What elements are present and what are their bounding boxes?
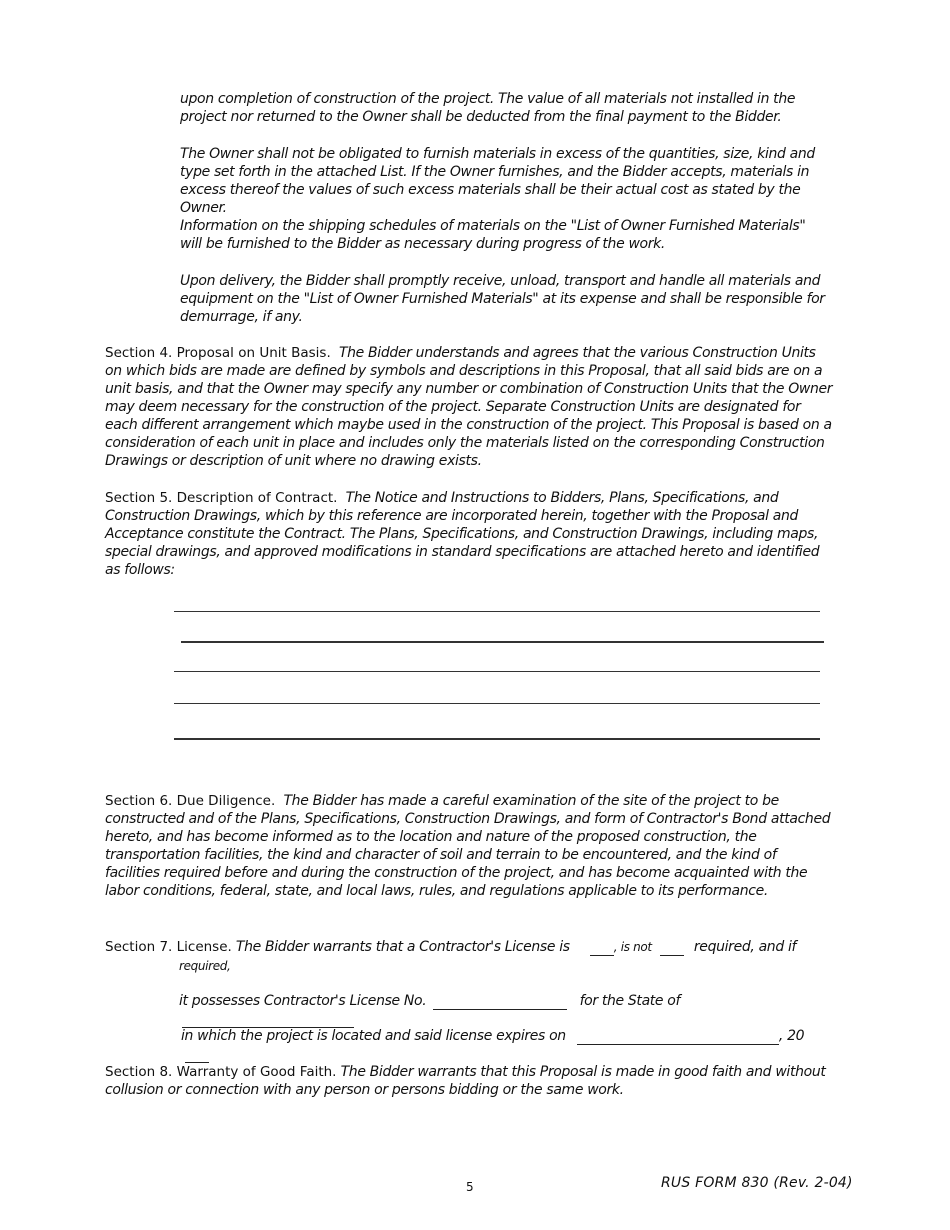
contract-docs-line-1[interactable] (174, 611, 820, 612)
section-8-text: The Bidder warrants that this Proposal is made in good faith and without collusion or connection with any person or persons bidding or the same work. (105, 1064, 826, 1098)
expiry-date-field[interactable] (577, 1030, 779, 1045)
page-number: 5 (466, 1180, 474, 1194)
section-4-heading: Section 4. Proposal on Unit Basis. (105, 345, 331, 361)
paragraph-materials-deduction: upon completion of construction of the project. The value of all materials not installed in the project nor returned to the Owner shall be deducted from the final payment to the Bidder. (180, 91, 796, 125)
section-7-required-word: required, (179, 959, 231, 973)
section-6-text: The Bidder has made a careful examination of the site of the project to be constructed and of the Plans, Specifications, Construction Drawings, and form of Contractor's Bond attached hereto, and has become informed as to the location and nature of the proposed construction, the transportation facilities, the kind and character of soil and terrain to be encountered, and the kind of facilities required before and during the construction of the project, and has become acquainted with the labor conditions, federal, state, and local laws, rules, and regulations applicable to its performance. (105, 793, 831, 899)
state-label: for the State of (579, 993, 681, 1009)
license-number-label: it possesses Contractor's License No. (179, 993, 427, 1009)
license-is-not-blank[interactable] (660, 941, 684, 956)
contract-docs-line-2[interactable] (181, 641, 824, 643)
section-8-heading: Section 8. Warranty of Good Faith. (105, 1064, 337, 1080)
section-7-text-b: required, and if (693, 939, 797, 955)
expiry-label: in which the project is located and said license expires on (181, 1028, 566, 1044)
form-identifier: RUS FORM 830 (Rev. 2-04) (661, 1175, 853, 1191)
paragraph-shipping-schedules: Information on the shipping schedules of materials on the "List of Owner Furnished Materials" will be furnished to the Bidder as necessary during progress of the work. (180, 218, 806, 252)
expiry-year-field[interactable] (185, 1048, 209, 1063)
section-7-license-line (179, 992, 839, 1028)
contract-docs-line-3[interactable] (174, 671, 820, 672)
section-5-text: The Notice and Instructions to Bidders, Plans, Specifications, and Construction Drawings, which by this reference are incorporated herein, together with the Proposal and Acceptance constitute the Contract. The Plans, Specifications, and Construction Drawings, including maps, special drawings, and approved modifications in standard specifications are attached hereto and identified as follows: (105, 490, 820, 578)
section-7-heading: Section 7. License. (105, 939, 232, 955)
section-7-expiry-line (181, 1027, 831, 1063)
section-6 (105, 792, 835, 900)
section-4-text: The Bidder understands and agrees that the various Construction Units on which bids are made are defined by symbols and descriptions in this Proposal, that all said bids are on a unit basis, and that the Owner may specify any number or combination of Construction Units that the Owner may deem necessary for the construction of the project. Separate Construction Units are designated for each different arrangement which maybe used in the construction of the project. This Proposal is based on a consideration of each unit in place and includes only the materials listed on the corresponding Construction Drawings or description of unit where no drawing exists. (105, 345, 833, 469)
license-is-blank[interactable] (590, 941, 614, 956)
paragraph-upon-delivery: Upon delivery, the Bidder shall promptly receive, unload, transport and handle all materials and equipment on the "List of Owner Furnished Materials" at its expense and shall be responsible for demurrage, if any. (180, 273, 825, 325)
section-8 (105, 1063, 835, 1099)
section-5 (105, 489, 835, 579)
state-field[interactable] (182, 1013, 354, 1028)
contract-docs-line-4[interactable] (174, 703, 820, 704)
section-6-heading: Section 6. Due Diligence. (105, 793, 276, 809)
paragraph-excess-materials: The Owner shall not be obligated to furnish materials in excess of the quantities, size, kind and type set forth in the attached List. If the Owner furnishes, and the Bidder accepts, materials in excess thereof the values of such excess materials shall be their actual cost as stated by the Owner. (180, 146, 815, 216)
license-number-field[interactable] (433, 995, 567, 1010)
section-4 (105, 344, 835, 470)
year-prefix: , 20 (778, 1028, 805, 1044)
is-not-label: , is not (613, 940, 652, 954)
contract-docs-line-5[interactable] (174, 738, 820, 740)
section-7-text-a: The Bidder warrants that a Contractor's License is (235, 939, 570, 955)
section-7 (105, 938, 835, 956)
section-5-heading: Section 5. Description of Contract. (105, 490, 338, 506)
